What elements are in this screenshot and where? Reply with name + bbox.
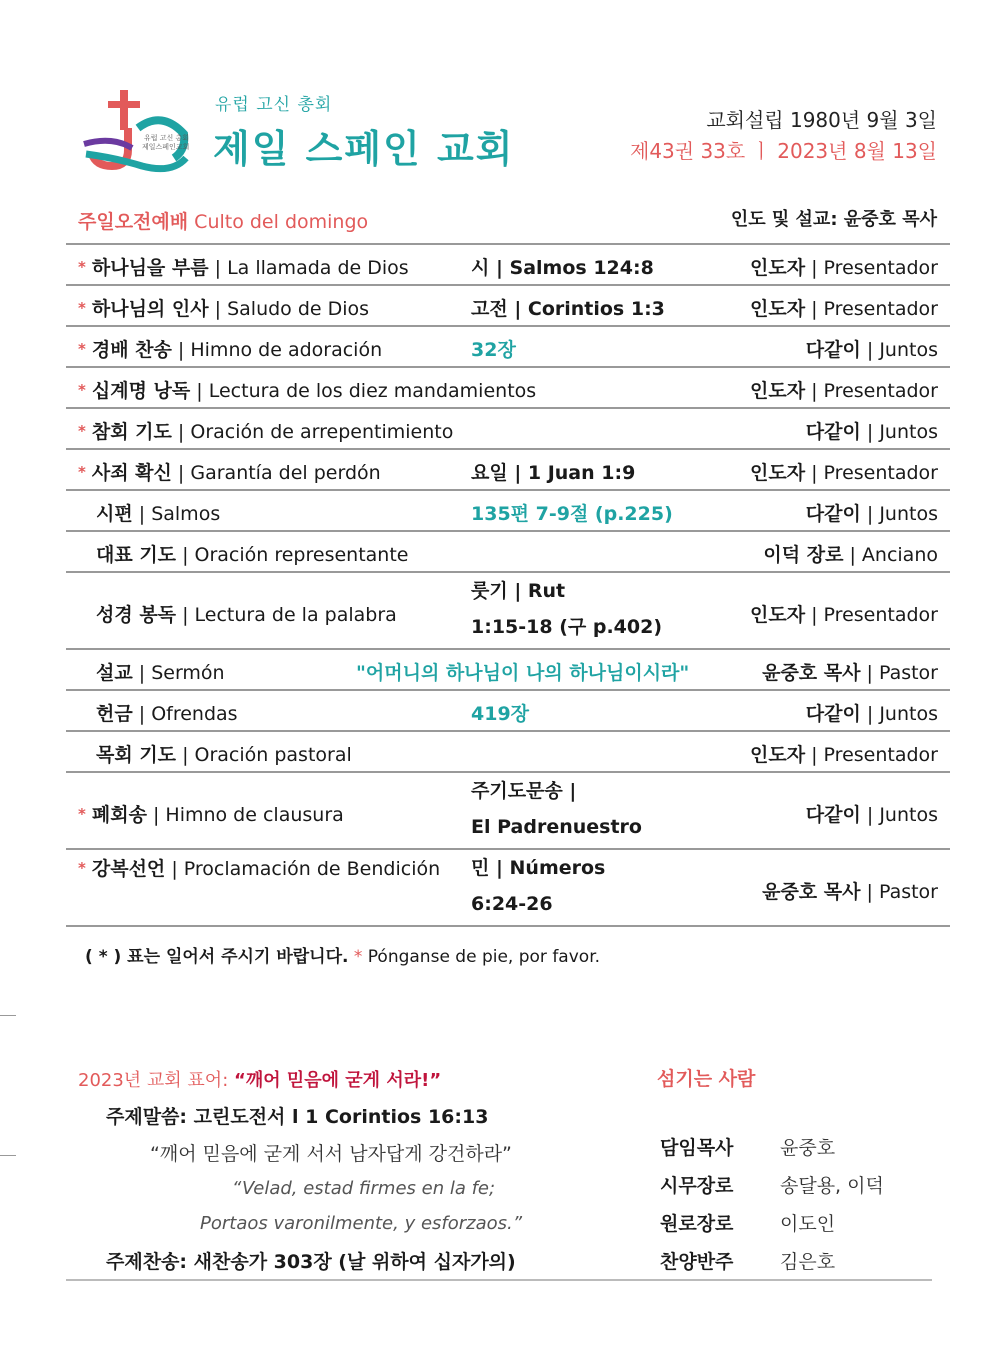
theme-verse-es-2: Portaos varonilmente, y esforzaos.” <box>200 1213 523 1234</box>
standing-note-star: * <box>353 947 363 967</box>
motto-text: “깨어 믿음에 굳게 서라!” <box>233 1070 442 1091</box>
founded-date: 교회설립 1980년 9월 3일 <box>706 108 937 132</box>
item-role-es: | Presentador <box>805 298 938 320</box>
servant-name: 김은호 <box>780 1251 836 1273</box>
standing-star: * <box>78 381 86 399</box>
item-ref <box>471 773 691 845</box>
list-item <box>66 327 950 368</box>
item-es: | Oración representante <box>176 544 409 566</box>
item-es: | Ofrendas <box>132 703 238 725</box>
item-ko: 하나님의 인사 <box>91 298 209 320</box>
logo-text-2: 제일스페인교회 <box>142 143 190 151</box>
service-leader: 인도 및 설교: 윤중호 목사 <box>730 209 937 230</box>
item-role-ko: 인도자 <box>750 604 806 626</box>
church-logo <box>82 88 190 178</box>
margin-mark <box>0 1015 16 1016</box>
item-ref-line2: 1:15-18 (구 p.402) <box>471 616 663 638</box>
list-item <box>66 850 950 927</box>
order-of-worship <box>66 243 950 927</box>
item-role-es: | Presentador <box>805 380 938 402</box>
item-role-es: | Presentador <box>805 462 938 484</box>
item-role-ko: 인도자 <box>750 462 806 484</box>
item-ko: 하나님을 부름 <box>91 257 209 279</box>
item-ref: 32장 <box>471 339 516 361</box>
item-ref-line2: 6:24-26 <box>471 893 553 915</box>
item-role-ko: 윤중호 목사 <box>762 881 861 903</box>
item-role-ko: 윤중호 목사 <box>762 662 861 684</box>
item-es: | Salmos <box>132 503 221 525</box>
list-item <box>66 491 950 532</box>
item-ko: 설교 <box>96 662 133 684</box>
item-role-es: | Presentador <box>805 744 938 766</box>
item-role-ko: 인도자 <box>750 380 806 402</box>
item-es: | Oración pastoral <box>176 744 352 766</box>
list-item <box>66 245 950 286</box>
item-es: | Proclamación de Bendición <box>165 858 441 880</box>
item-es: | Lectura de la palabra <box>176 604 397 626</box>
list-item <box>66 573 950 650</box>
margin-mark <box>0 1155 16 1156</box>
list-item <box>66 368 950 409</box>
servant-name: 윤중호 <box>780 1137 836 1159</box>
item-role-es: | Pastor <box>860 881 938 903</box>
standing-star: * <box>78 299 86 317</box>
item-ko: 시편 <box>96 503 133 525</box>
list-item <box>66 732 950 773</box>
item-es: | Himno de adoración <box>171 339 383 361</box>
item-ref-line1: 민 | Números <box>471 857 606 879</box>
standing-star: * <box>78 463 86 481</box>
item-ref: 135편 7-9절 (p.225) <box>471 503 673 525</box>
item-role-ko: 인도자 <box>750 744 806 766</box>
item-ko: 대표 기도 <box>96 544 177 566</box>
servants-title: 섬기는 사람 <box>657 1068 756 1090</box>
list-item <box>66 286 950 327</box>
church-motto <box>78 1066 441 1092</box>
item-ko: 십계명 낭독 <box>91 380 191 402</box>
item-ref <box>471 573 691 645</box>
servant-role: 찬양반주 <box>660 1251 734 1273</box>
standing-note <box>85 942 600 967</box>
item-role-es: | Pastor <box>860 662 938 684</box>
servant-role: 담임목사 <box>660 1137 734 1159</box>
item-role-es: | Presentador <box>805 604 938 626</box>
item-role-ko: 인도자 <box>750 298 806 320</box>
standing-star: * <box>78 340 86 358</box>
item-es: | Oración de arrepentimiento <box>171 421 454 443</box>
item-role-es: | Juntos <box>860 804 938 826</box>
issue-info: 제43권 33호 ㅣ 2023년 8월 13일 <box>630 139 937 163</box>
item-ko: 폐회송 <box>91 804 147 826</box>
sermon-title: "어머니의 하나님이 나의 하나님이시라" <box>356 662 690 684</box>
servant-name: 송달용, 이덕 <box>780 1175 884 1197</box>
item-ref-line2: El Padrenuestro <box>471 816 642 838</box>
item-ko: 사죄 확신 <box>91 462 172 484</box>
item-es: | Saludo de Dios <box>208 298 370 320</box>
item-es: | Himno de clausura <box>146 804 344 826</box>
item-role-ko: 다같이 <box>805 421 861 443</box>
standing-note-ko: ( * ) 표는 일어서 주시기 바랍니다. <box>85 947 349 967</box>
theme-hymn: 주제찬송: 새찬송가 303장 (날 위하여 십자가의) <box>106 1251 516 1273</box>
divider <box>66 1279 932 1281</box>
standing-star: * <box>78 258 86 276</box>
item-ko: 목회 기도 <box>96 744 177 766</box>
item-role-es: | Juntos <box>860 703 938 725</box>
item-ref: 시 | Salmos 124:8 <box>471 257 654 279</box>
item-ref-line1: 룻기 | Rut <box>471 580 566 602</box>
item-role-es: | Juntos <box>860 339 938 361</box>
item-ko: 강복선언 <box>91 858 166 880</box>
item-ref: 요일 | 1 Juan 1:9 <box>471 462 636 484</box>
item-role-es: | Presentador <box>805 257 938 279</box>
service-title <box>78 207 368 234</box>
item-role-ko: 다같이 <box>805 703 861 725</box>
item-role-ko: 다같이 <box>805 804 861 826</box>
theme-verse-ref: 주제말씀: 고린도전서 l 1 Corintios 16:13 <box>106 1106 489 1128</box>
item-role-ko: 인도자 <box>750 257 806 279</box>
service-title-ko: 주일오전예배 <box>78 211 189 233</box>
item-ref: 419장 <box>471 703 530 725</box>
item-role-ko: 다같이 <box>805 503 861 525</box>
item-role-es: | Anciano <box>843 544 938 566</box>
item-ko: 경배 찬송 <box>91 339 172 361</box>
list-item <box>66 450 950 491</box>
motto-prefix: 2023년 교회 표어: <box>78 1070 234 1091</box>
servant-role: 시무장로 <box>660 1175 734 1197</box>
item-role-ko: 다같이 <box>805 339 861 361</box>
theme-verse-ko: “깨어 믿음에 굳게 서서 남자답게 강건하라” <box>150 1143 512 1165</box>
item-ref: 고전 | Corintios 1:3 <box>471 298 665 320</box>
list-item <box>66 532 950 573</box>
item-es: | Garantía del perdón <box>171 462 381 484</box>
list-item <box>66 650 950 691</box>
item-ko: 헌금 <box>96 703 133 725</box>
item-role-es: | Juntos <box>860 503 938 525</box>
item-es: | Sermón <box>132 662 225 684</box>
item-ref <box>471 850 691 922</box>
item-ref-line1: 주기도문송 | <box>471 780 577 802</box>
item-ko: 참회 기도 <box>91 421 172 443</box>
theme-verse-es-1: “Velad, estad firmes en la fe; <box>232 1178 496 1199</box>
standing-star: * <box>78 805 86 823</box>
item-role-es: | Juntos <box>860 421 938 443</box>
standing-star: * <box>78 859 86 877</box>
standing-star: * <box>78 422 86 440</box>
item-ko: 성경 봉독 <box>96 604 177 626</box>
service-title-es: Culto del domingo <box>194 211 369 233</box>
list-item <box>66 691 950 732</box>
item-role-ko: 이덕 장로 <box>763 544 844 566</box>
list-item <box>66 773 950 850</box>
church-name: 제일 스페인 교회 <box>213 127 515 171</box>
servant-name: 이도인 <box>780 1213 836 1235</box>
item-es: | Lectura de los diez mandamientos <box>190 380 537 402</box>
denomination: 유럽 고신 총회 <box>215 95 333 115</box>
servant-role: 원로장로 <box>660 1213 734 1235</box>
standing-note-es: Pónganse de pie, por favor. <box>367 947 601 967</box>
item-es: | La llamada de Dios <box>208 257 409 279</box>
logo-text-1: 유럽 고신 총회 <box>144 134 190 142</box>
list-item <box>66 409 950 450</box>
